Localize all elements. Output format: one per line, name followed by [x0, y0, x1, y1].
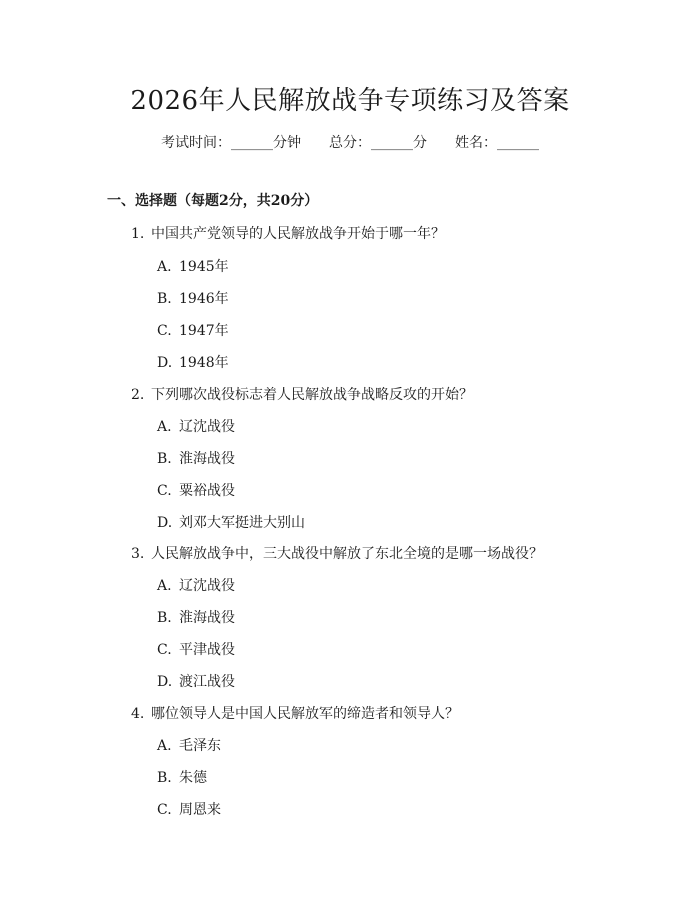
- option-3a: [157, 575, 235, 595]
- option-text: 1948年: [179, 355, 229, 371]
- option-text: 辽沈战役: [179, 578, 235, 594]
- option-4c: [157, 799, 221, 819]
- option-4a: [157, 735, 221, 755]
- option-letter: C.: [157, 642, 172, 658]
- option-text: 朱德: [179, 770, 207, 786]
- total-score-field: 总分：______分: [329, 135, 427, 151]
- question-number: 3.: [131, 546, 145, 562]
- page-title: 2026年人民解放战争专项练习及答案: [130, 86, 570, 116]
- option-3d: [157, 671, 235, 691]
- question-text: 人民解放战争中，三大战役中解放了东北全境的是哪一场战役？: [151, 546, 543, 562]
- option-text: 渡江战役: [179, 674, 235, 690]
- name-field: 姓名：______: [455, 135, 539, 151]
- option-text: 1946年: [179, 291, 229, 307]
- question-text: 下列哪次战役标志着人民解放战争战略反攻的开始？: [151, 387, 473, 403]
- section-title: 一、选择题（每题2分，共20分）: [107, 193, 319, 209]
- option-3b: [157, 607, 235, 627]
- option-text: 淮海战役: [179, 451, 235, 467]
- question-3: [131, 543, 543, 563]
- question-number: 2.: [131, 387, 145, 403]
- option-letter: A.: [157, 419, 172, 435]
- question-1: [131, 223, 445, 243]
- option-1d: [157, 352, 229, 372]
- option-letter: D.: [157, 355, 173, 371]
- option-letter: A.: [157, 738, 172, 754]
- option-text: 辽沈战役: [179, 419, 235, 435]
- option-2c: [157, 480, 235, 500]
- option-text: 周恩来: [179, 802, 221, 818]
- question-4: [131, 703, 459, 723]
- option-letter: A.: [157, 578, 172, 594]
- exam-time-field: 考试时间：______分钟: [161, 135, 301, 151]
- option-2d: [157, 512, 305, 532]
- question-text: 哪位领导人是中国人民解放军的缔造者和领导人？: [151, 706, 459, 722]
- option-letter: B.: [157, 451, 172, 467]
- option-text: 毛泽东: [179, 738, 221, 754]
- option-letter: D.: [157, 674, 173, 690]
- option-letter: B.: [157, 291, 172, 307]
- question-text: 中国共产党领导的人民解放战争开始于哪一年？: [151, 226, 445, 242]
- option-letter: B.: [157, 770, 172, 786]
- option-2a: [157, 416, 235, 436]
- option-letter: A.: [157, 259, 172, 275]
- option-letter: C.: [157, 802, 172, 818]
- option-text: 刘邓大军挺进大别山: [179, 515, 305, 531]
- question-number: 1.: [131, 226, 145, 242]
- option-text: 1945年: [179, 259, 229, 275]
- option-letter: B.: [157, 610, 172, 626]
- option-letter: C.: [157, 483, 172, 499]
- question-2: [131, 384, 473, 404]
- option-text: 粟裕战役: [179, 483, 235, 499]
- question-number: 4.: [131, 706, 145, 722]
- option-text: 1947年: [179, 323, 229, 339]
- option-text: 淮海战役: [179, 610, 235, 626]
- option-1a: [157, 256, 229, 276]
- option-letter: D.: [157, 515, 173, 531]
- option-text: 平津战役: [179, 642, 235, 658]
- option-1b: [157, 288, 229, 308]
- option-2b: [157, 448, 235, 468]
- option-3c: [157, 639, 235, 659]
- option-4b: [157, 767, 207, 787]
- exam-info-line: [0, 132, 700, 152]
- option-1c: [157, 320, 229, 340]
- option-letter: C.: [157, 323, 172, 339]
